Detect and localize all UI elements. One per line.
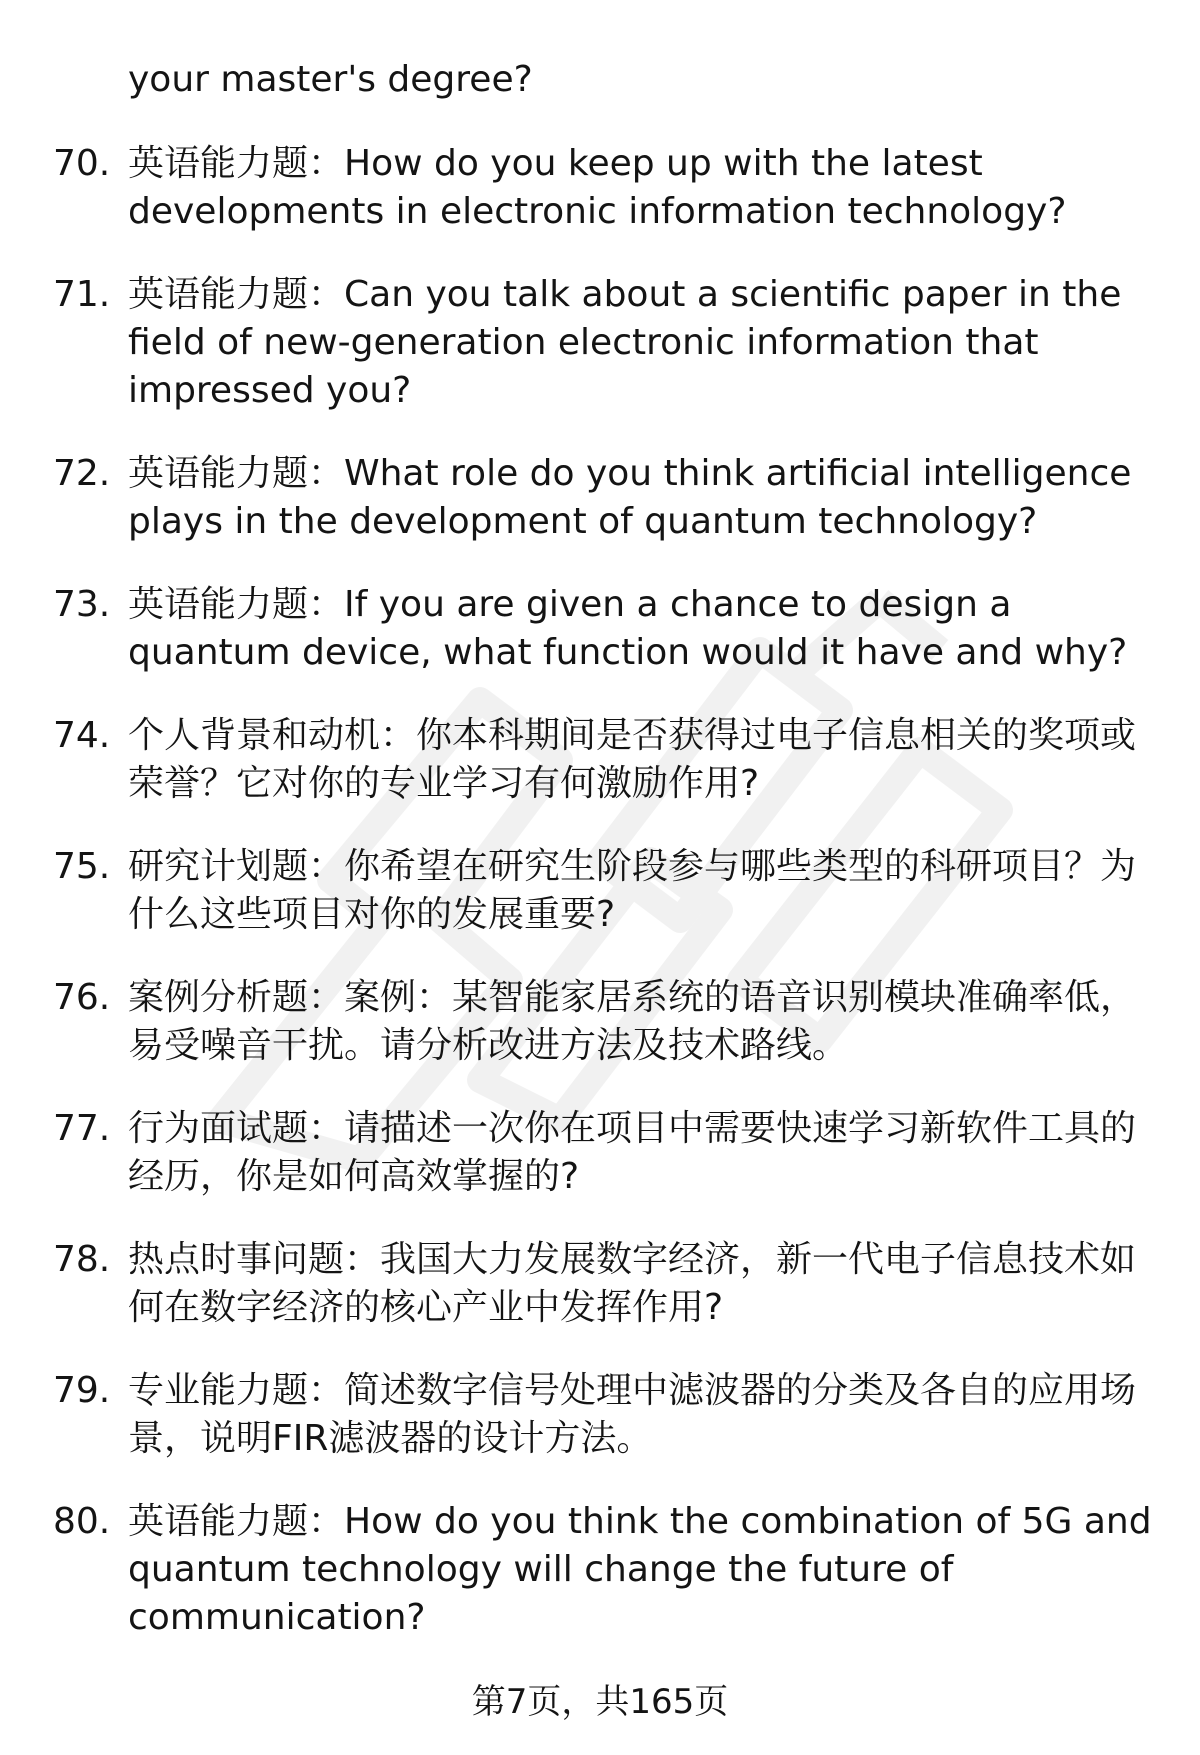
continuation-text: your master's degree? — [128, 59, 533, 100]
question-item — [0, 974, 1200, 1070]
question-text: 英语能力题：How do you keep up with the latest developments in electronic information technology? — [128, 143, 1067, 232]
question-item — [0, 843, 1200, 939]
question-item — [0, 1105, 1200, 1201]
question-item — [0, 1367, 1200, 1463]
question-text: 英语能力题：What role do you think artificial intelligence plays in the development of quantum technology? — [128, 453, 1132, 542]
question-text: 行为面试题：请描述一次你在项目中需要快速学习新软件工具的经历，你是如何高效掌握的? — [128, 1108, 1137, 1197]
question-item — [0, 1236, 1200, 1332]
question-number: 70. — [53, 143, 111, 184]
question-item — [0, 581, 1200, 677]
page-indicator: 第7页，共165页 — [471, 1682, 729, 1722]
question-text: 案例分析题：案例：某智能家居系统的语音识别模块准确率低，易受噪音干扰。请分析改进方法及技术路线。 — [128, 977, 1137, 1066]
question-item — [0, 450, 1200, 546]
question-item — [0, 712, 1200, 808]
question-number: 79. — [53, 1370, 111, 1411]
question-number: 78. — [53, 1239, 111, 1280]
question-number: 71. — [53, 274, 111, 315]
question-text: 研究计划题：你希望在研究生阶段参与哪些类型的科研项目？为什么这些项目对你的发展重要? — [128, 846, 1137, 935]
question-item — [0, 140, 1200, 236]
question-list — [0, 140, 1200, 1677]
question-text: 个人背景和动机：你本科期间是否获得过电子信息相关的奖项或荣誉？它对你的专业学习有何激励作用? — [128, 715, 1137, 804]
question-number: 74. — [53, 715, 111, 756]
question-text: 英语能力题：If you are given a chance to design a quantum device, what function would it have and why? — [128, 584, 1128, 673]
question-number: 80. — [53, 1501, 111, 1542]
question-text: 专业能力题：简述数字信号处理中滤波器的分类及各自的应用场景，说明FIR滤波器的设计方法。 — [128, 1370, 1137, 1459]
question-number: 75. — [53, 846, 111, 887]
question-number: 76. — [53, 977, 111, 1018]
question-item — [0, 1498, 1200, 1642]
question-number: 72. — [53, 453, 111, 494]
question-text: 英语能力题：How do you think the combination of 5G and quantum technology will change the future of communication? — [128, 1501, 1152, 1638]
question-number: 77. — [53, 1108, 111, 1149]
question-text: 英语能力题：Can you talk about a scientific paper in the field of new-generation electronic information that impressed you? — [128, 274, 1122, 411]
question-text: 热点时事问题：我国大力发展数字经济，新一代电子信息技术如何在数字经济的核心产业中发挥作用? — [128, 1239, 1137, 1328]
question-item — [0, 271, 1200, 415]
question-number: 73. — [53, 584, 111, 625]
